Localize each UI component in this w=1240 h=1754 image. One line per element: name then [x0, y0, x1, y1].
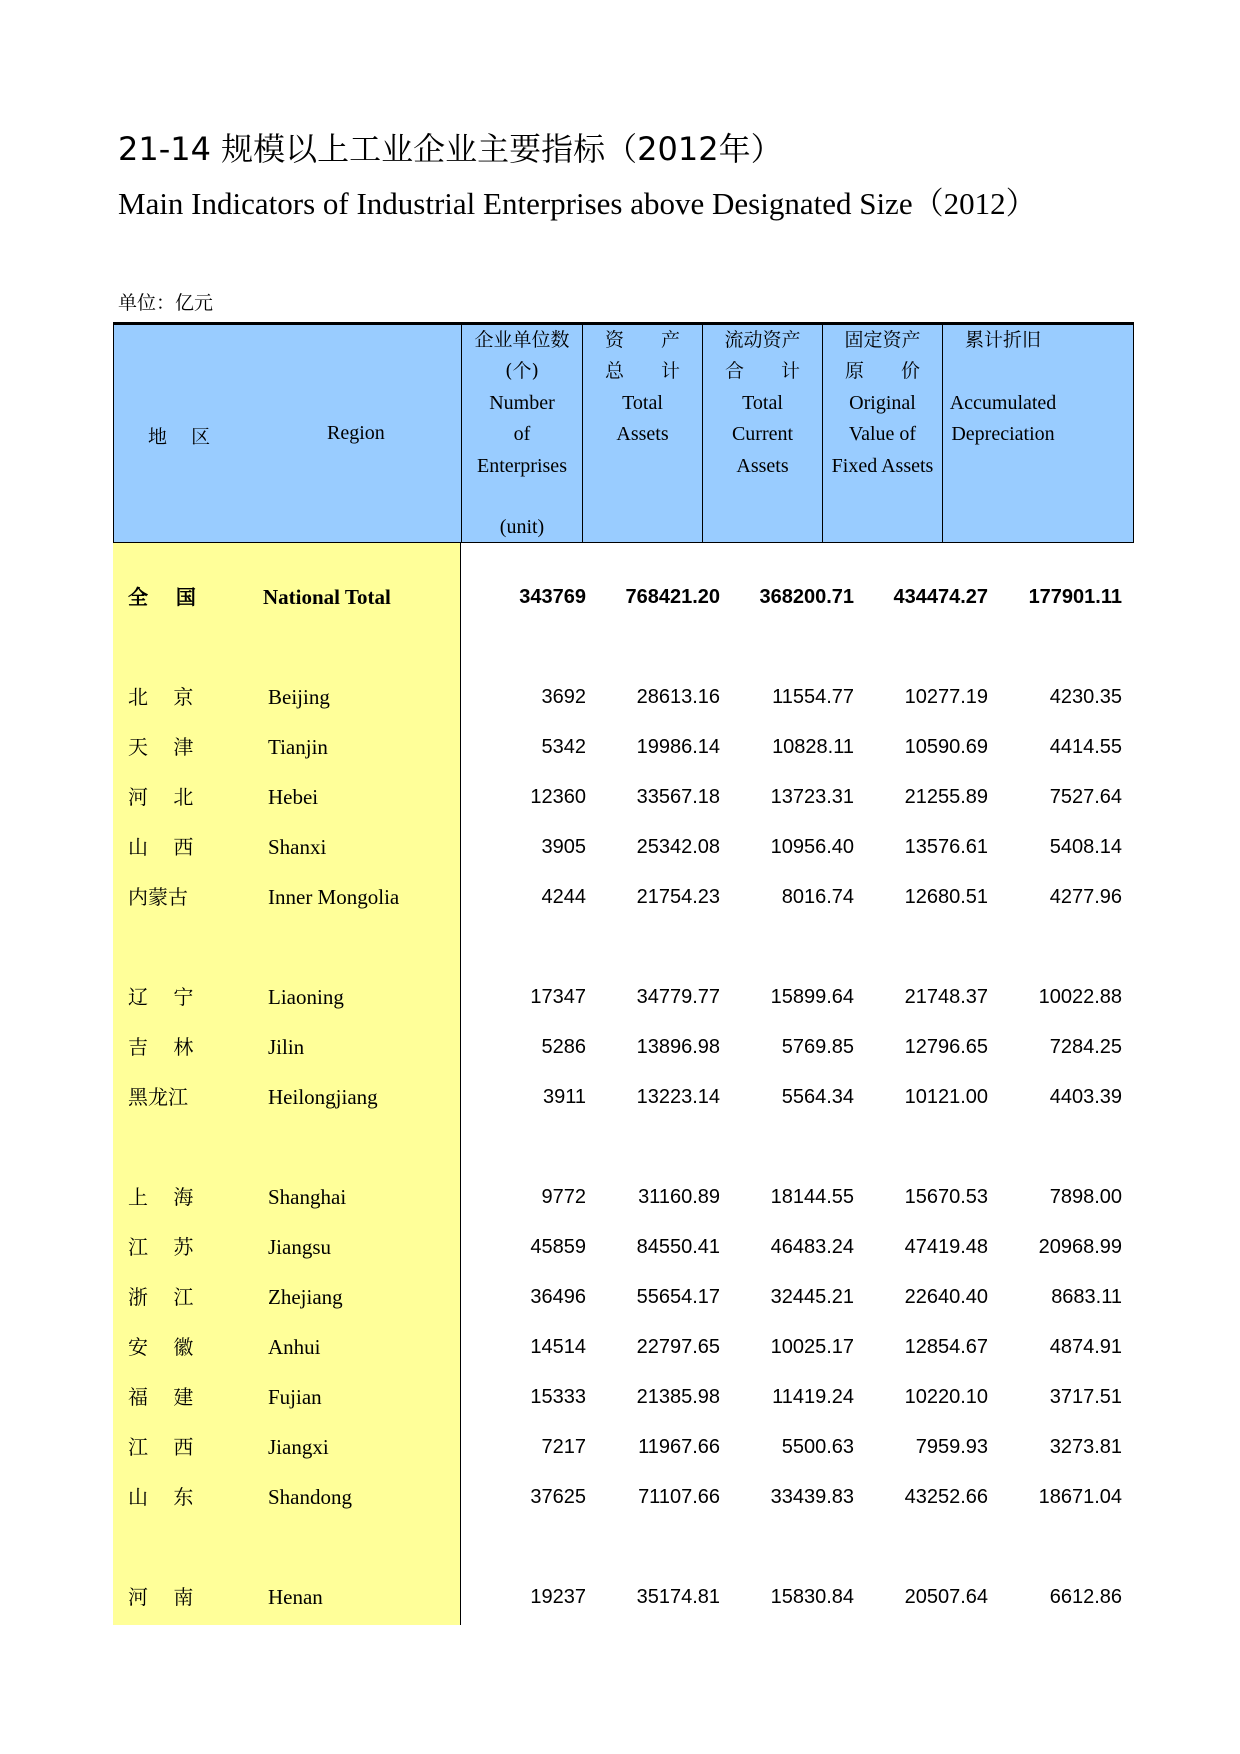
cell-current-assets: 46483.24 [770, 1236, 854, 1258]
table-row [113, 677, 1134, 717]
cell-depreciation: 18671.04 [1038, 1486, 1122, 1508]
cell-current-assets: 10956.40 [770, 836, 854, 858]
cell-current-assets: 5500.63 [781, 1436, 854, 1458]
cell-enterprises: 14514 [530, 1336, 586, 1358]
page-title-en: Main Indicators of Industrial Enterprises above Designated Size（2012） [118, 186, 1037, 221]
cell-total-assets: 13223.14 [636, 1086, 720, 1108]
region-name-en: Anhui [268, 1335, 321, 1359]
region-name-cn: 山 东 [128, 1485, 194, 1509]
cell-depreciation: 177901.11 [1028, 586, 1122, 608]
cell-total-assets: 21385.98 [636, 1386, 720, 1408]
cell-total-assets: 33567.18 [636, 786, 720, 808]
cell-current-assets: 15830.84 [770, 1586, 854, 1608]
table-row [113, 1477, 1134, 1517]
cell-current-assets: 368200.71 [759, 586, 854, 608]
cell-total-assets: 55654.17 [636, 1286, 720, 1308]
cell-current-assets: 11554.77 [772, 686, 854, 708]
cell-depreciation: 4230.35 [1049, 686, 1122, 708]
region-name-cn: 内蒙古 [128, 885, 188, 909]
table-row-total [113, 577, 1134, 617]
table-row [113, 1277, 1134, 1317]
header-fixed-assets: 固定资产 原 价 Original Value of Fixed Assets [822, 325, 942, 542]
table-row [113, 1577, 1134, 1617]
header-total-assets: 资 产 总 计 Total Assets [582, 325, 702, 542]
cell-total-assets: 21754.23 [636, 886, 720, 908]
cell-fixed-assets: 10121.00 [904, 1086, 988, 1108]
cell-depreciation: 10022.88 [1038, 986, 1122, 1008]
cell-depreciation: 20968.99 [1038, 1236, 1122, 1258]
region-name-cn: 河 北 [128, 785, 194, 809]
cell-depreciation: 4277.96 [1049, 886, 1122, 908]
cell-depreciation: 4403.39 [1049, 1086, 1122, 1108]
cell-fixed-assets: 21255.89 [904, 786, 988, 808]
region-name-cn: 黑龙江 [128, 1085, 188, 1109]
cell-depreciation: 7527.64 [1049, 786, 1122, 808]
cell-fixed-assets: 15670.53 [904, 1186, 988, 1208]
table-row [113, 827, 1134, 867]
region-name-en: Shanxi [268, 835, 327, 859]
cell-depreciation: 4414.55 [1049, 736, 1122, 758]
cell-total-assets: 34779.77 [636, 986, 720, 1008]
cell-enterprises: 9772 [541, 1186, 586, 1208]
region-name-en: National Total [263, 585, 391, 609]
cell-total-assets: 28613.16 [636, 686, 720, 708]
page-title-cn: 21-14 规模以上工业企业主要指标（2012年） [118, 130, 783, 168]
table-row [113, 1427, 1134, 1467]
cell-enterprises: 343769 [519, 586, 586, 608]
table-row [113, 977, 1134, 1017]
cell-depreciation: 3273.81 [1049, 1436, 1122, 1458]
cell-current-assets: 10025.17 [770, 1336, 854, 1358]
table-row [113, 1077, 1134, 1117]
region-name-en: Shandong [268, 1485, 352, 1509]
cell-enterprises: 5286 [541, 1036, 586, 1058]
region-name-en: Hebei [268, 785, 319, 809]
cell-total-assets: 19986.14 [636, 736, 720, 758]
table-row [113, 1227, 1134, 1267]
cell-enterprises: 15333 [530, 1386, 586, 1408]
region-name-en: Henan [268, 1585, 323, 1609]
cell-enterprises: 5342 [541, 736, 586, 758]
cell-fixed-assets: 12680.51 [904, 886, 988, 908]
region-name-cn: 江 苏 [128, 1235, 194, 1259]
cell-enterprises: 19237 [530, 1586, 586, 1608]
cell-depreciation: 5408.14 [1049, 836, 1122, 858]
region-name-en: Beijing [268, 685, 330, 709]
cell-fixed-assets: 20507.64 [904, 1586, 988, 1608]
cell-total-assets: 35174.81 [636, 1586, 720, 1608]
cell-total-assets: 31160.89 [638, 1186, 720, 1208]
region-name-cn: 吉 林 [128, 1035, 194, 1059]
cell-fixed-assets: 7959.93 [915, 1436, 988, 1458]
cell-current-assets: 15899.64 [770, 986, 854, 1008]
cell-fixed-assets: 10220.10 [904, 1386, 988, 1408]
cell-fixed-assets: 47419.48 [904, 1236, 988, 1258]
cell-current-assets: 8016.74 [781, 886, 854, 908]
region-name-cn: 北 京 [128, 685, 194, 709]
region-name-en: Liaoning [268, 985, 344, 1009]
cell-enterprises: 4244 [541, 886, 586, 908]
cell-total-assets: 11967.66 [638, 1436, 720, 1458]
table-row [113, 1377, 1134, 1417]
table-row [113, 1327, 1134, 1367]
header-enterprises: 企业单位数 (个) Number of Enterprises (unit) [461, 325, 582, 542]
cell-depreciation: 4874.91 [1049, 1336, 1122, 1358]
region-name-cn: 辽 宁 [128, 985, 194, 1009]
cell-fixed-assets: 12796.65 [904, 1036, 988, 1058]
region-name-cn: 山 西 [128, 835, 194, 859]
cell-current-assets: 32445.21 [770, 1286, 854, 1308]
cell-depreciation: 6612.86 [1049, 1586, 1122, 1608]
region-name-en: Fujian [268, 1385, 322, 1409]
cell-enterprises: 3911 [542, 1086, 586, 1108]
cell-fixed-assets: 13576.61 [904, 836, 988, 858]
region-name-en: Jiangxi [268, 1435, 329, 1459]
cell-fixed-assets: 22640.40 [904, 1286, 988, 1308]
region-name-cn: 江 西 [128, 1435, 194, 1459]
cell-current-assets: 13723.31 [770, 786, 854, 808]
cell-enterprises: 12360 [530, 786, 586, 808]
cell-total-assets: 768421.20 [625, 586, 720, 608]
region-name-cn: 安 徽 [128, 1335, 194, 1359]
cell-enterprises: 36496 [530, 1286, 586, 1308]
region-name-en: Inner Mongolia [268, 885, 400, 909]
region-name-en: Jilin [268, 1035, 305, 1059]
region-name-en: Shanghai [268, 1185, 347, 1209]
cell-enterprises: 7217 [541, 1436, 586, 1458]
region-name-cn: 上 海 [128, 1185, 194, 1209]
cell-total-assets: 25342.08 [636, 836, 720, 858]
cell-current-assets: 10828.11 [772, 736, 854, 758]
header-current-assets: 流动资产 合 计 Total Current Assets [702, 325, 822, 542]
cell-current-assets: 33439.83 [770, 1486, 854, 1508]
table-row [113, 877, 1134, 917]
cell-current-assets: 5564.34 [781, 1086, 854, 1108]
cell-current-assets: 5769.85 [781, 1036, 854, 1058]
cell-fixed-assets: 12854.67 [904, 1336, 988, 1358]
header-depreciation: 累计折旧 Accumulated Depreciation [942, 325, 1063, 542]
cell-fixed-assets: 10277.19 [904, 686, 988, 708]
table-row [113, 777, 1134, 817]
region-name-en: Jiangsu [268, 1235, 331, 1259]
region-name-en: Zhejiang [268, 1285, 343, 1309]
cell-depreciation: 7284.25 [1049, 1036, 1122, 1058]
cell-total-assets: 84550.41 [636, 1236, 720, 1258]
cell-enterprises: 3692 [541, 686, 586, 708]
header-region-en: Region [327, 422, 385, 444]
cell-fixed-assets: 434474.27 [893, 586, 988, 608]
cell-fixed-assets: 21748.37 [904, 986, 988, 1008]
cell-enterprises: 17347 [530, 986, 586, 1008]
cell-depreciation: 8683.11 [1051, 1286, 1122, 1308]
region-name-en: Tianjin [268, 735, 328, 759]
unit-label: 单位：亿元 [118, 292, 214, 314]
table-header [113, 325, 1134, 543]
table-row [113, 727, 1134, 767]
cell-total-assets: 13896.98 [636, 1036, 720, 1058]
table-row [113, 1027, 1134, 1067]
cell-enterprises: 37625 [530, 1486, 586, 1508]
region-name-cn: 河 南 [128, 1585, 194, 1609]
cell-total-assets: 71107.66 [638, 1486, 720, 1508]
cell-current-assets: 18144.55 [770, 1186, 854, 1208]
cell-current-assets: 11419.24 [772, 1386, 854, 1408]
region-name-en: Heilongjiang [268, 1085, 378, 1109]
cell-fixed-assets: 43252.66 [904, 1486, 988, 1508]
header-region-cn: 地 区 [148, 426, 211, 448]
region-name-cn: 浙 江 [128, 1285, 194, 1309]
cell-depreciation: 3717.51 [1049, 1386, 1122, 1408]
cell-total-assets: 22797.65 [636, 1336, 720, 1358]
cell-enterprises: 45859 [530, 1236, 586, 1258]
cell-fixed-assets: 10590.69 [904, 736, 988, 758]
region-name-cn: 福 建 [128, 1385, 194, 1409]
table-row [113, 1177, 1134, 1217]
cell-enterprises: 3905 [541, 836, 586, 858]
cell-depreciation: 7898.00 [1049, 1186, 1122, 1208]
region-name-cn: 天 津 [128, 735, 194, 759]
region-name-cn: 全 国 [128, 585, 196, 609]
